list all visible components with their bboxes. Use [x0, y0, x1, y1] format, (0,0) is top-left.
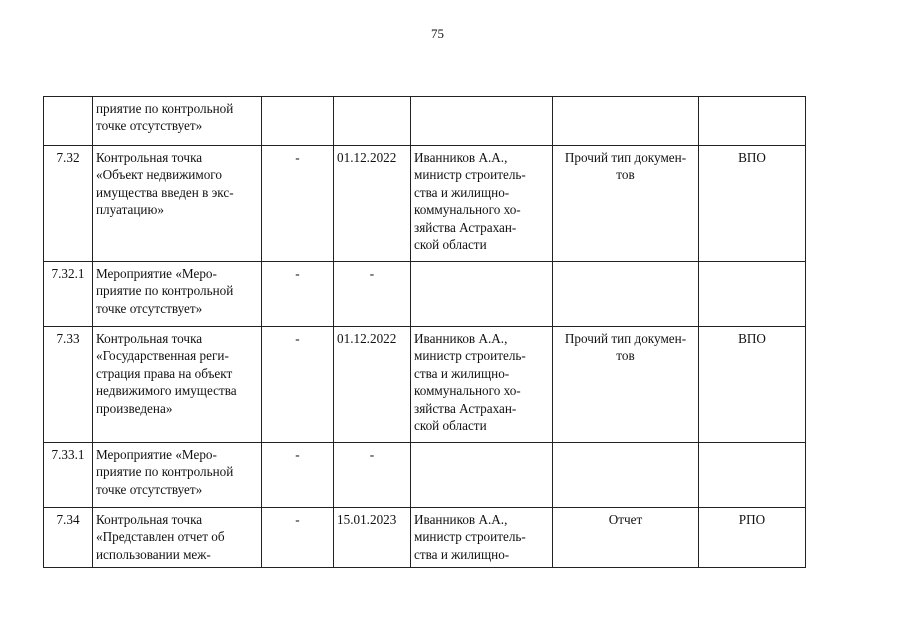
- responsible-cell-line: Иванников А.А.,: [414, 331, 508, 346]
- system-cell: ВПО: [699, 146, 806, 262]
- end-date-cell: -: [334, 262, 411, 327]
- event-name-cell-line: страция права на объект: [96, 365, 233, 381]
- event-name-cell-line: произведена»: [96, 400, 173, 416]
- start-date-cell: -: [262, 146, 334, 262]
- system-cell: ВПО: [699, 327, 806, 443]
- responsible-cell: [411, 327, 553, 443]
- responsible-cell-line: зяйства Астрахан-: [414, 219, 517, 235]
- responsible-cell-line: коммунального хо-: [414, 202, 521, 218]
- table-row: [44, 327, 806, 443]
- start-date-cell: -: [262, 327, 334, 443]
- responsible-cell-line: ства и жилищно-: [414, 546, 510, 562]
- event-name-cell-line: Мероприятие «Меро-: [96, 447, 217, 462]
- page-number: 75: [431, 26, 444, 41]
- plan-table: [43, 96, 806, 568]
- table-row: [44, 97, 806, 146]
- responsible-cell-line: министр строитель-: [414, 167, 526, 183]
- document-type-cell: [553, 262, 699, 327]
- event-name-cell: [93, 146, 262, 262]
- document-type-cell-line: тов: [616, 167, 635, 183]
- document-type-cell: [553, 327, 699, 443]
- responsible-cell-line: ской области: [414, 237, 487, 253]
- responsible-cell-line: Иванников А.А.,: [414, 512, 508, 527]
- start-date-cell: -: [262, 508, 334, 568]
- document-type-cell-line: тов: [616, 348, 635, 364]
- responsible-cell: [411, 262, 553, 327]
- end-date-cell: 01.12.2022: [334, 327, 411, 443]
- table-row: [44, 443, 806, 508]
- event-name-cell-line: приятие по контрольной: [96, 283, 234, 299]
- system-cell: РПО: [699, 508, 806, 568]
- responsible-cell-line: ства и жилищно-: [414, 365, 510, 381]
- row-number-cell: 7.34: [44, 508, 93, 568]
- event-name-cell: [93, 508, 262, 568]
- event-name-cell-line: приятие по контрольной: [96, 464, 234, 480]
- document-type-cell: [553, 146, 699, 262]
- system-cell: [699, 97, 806, 146]
- responsible-cell-line: ства и жилищно-: [414, 184, 510, 200]
- event-name-cell-line: имущества введен в экс-: [96, 184, 234, 200]
- end-date-cell: 01.12.2022: [334, 146, 411, 262]
- event-name-cell-line: Контрольная точка: [96, 331, 203, 346]
- responsible-cell-line: министр строитель-: [414, 348, 526, 364]
- event-name-cell-line: приятие по контрольной: [96, 101, 234, 116]
- responsible-cell-line: зяйства Астрахан-: [414, 400, 517, 416]
- document-type-cell: [553, 508, 699, 568]
- responsible-cell: [411, 443, 553, 508]
- event-name-cell-line: Мероприятие «Меро-: [96, 266, 217, 281]
- document-type-cell-line: Отчет: [608, 512, 643, 527]
- table-row: [44, 262, 806, 327]
- event-name-cell-line: недвижимого имущества: [96, 383, 237, 399]
- row-number-cell: 7.32.1: [44, 262, 93, 327]
- event-name-cell-line: Контрольная точка: [96, 150, 203, 165]
- start-date-cell: -: [262, 262, 334, 327]
- event-name-cell-line: использовании меж-: [96, 546, 211, 562]
- start-date-cell: -: [262, 443, 334, 508]
- event-name-cell: [93, 262, 262, 327]
- table-row: [44, 146, 806, 262]
- event-name-cell-line: точке отсутствует»: [96, 481, 203, 497]
- event-name-cell-line: точке отсутствует»: [96, 300, 203, 316]
- row-number-cell: 7.32: [44, 146, 93, 262]
- system-cell: [699, 262, 806, 327]
- event-name-cell: [93, 327, 262, 443]
- responsible-cell-line: ской области: [414, 418, 487, 434]
- system-cell: [699, 443, 806, 508]
- end-date-cell: 15.01.2023: [334, 508, 411, 568]
- row-number-cell: 7.33: [44, 327, 93, 443]
- event-name-cell-line: плуатацию»: [96, 202, 164, 218]
- responsible-cell: [411, 97, 553, 146]
- event-name-cell-line: Контрольная точка: [96, 512, 203, 527]
- end-date-cell: -: [334, 443, 411, 508]
- event-name-cell: [93, 97, 262, 146]
- event-name-cell-line: «Государственная реги-: [96, 348, 229, 364]
- responsible-cell-line: министр строитель-: [414, 529, 526, 545]
- responsible-cell-line: Иванников А.А.,: [414, 150, 508, 165]
- event-name-cell-line: точке отсутствует»: [96, 118, 203, 134]
- end-date-cell: [334, 97, 411, 146]
- responsible-cell: [411, 146, 553, 262]
- document-type-cell-line: Прочий тип докумен-: [564, 331, 687, 346]
- event-name-cell-line: «Объект недвижимого: [96, 167, 222, 183]
- row-number-cell: [44, 97, 93, 146]
- row-number-cell: 7.33.1: [44, 443, 93, 508]
- document-type-cell-line: Прочий тип докумен-: [564, 150, 687, 165]
- table-row: [44, 508, 806, 568]
- responsible-cell: [411, 508, 553, 568]
- document-type-cell: [553, 97, 699, 146]
- event-name-cell: [93, 443, 262, 508]
- responsible-cell-line: коммунального хо-: [414, 383, 521, 399]
- table-body: [44, 97, 806, 568]
- start-date-cell: [262, 97, 334, 146]
- event-name-cell-line: «Представлен отчет об: [96, 529, 225, 545]
- document-type-cell: [553, 443, 699, 508]
